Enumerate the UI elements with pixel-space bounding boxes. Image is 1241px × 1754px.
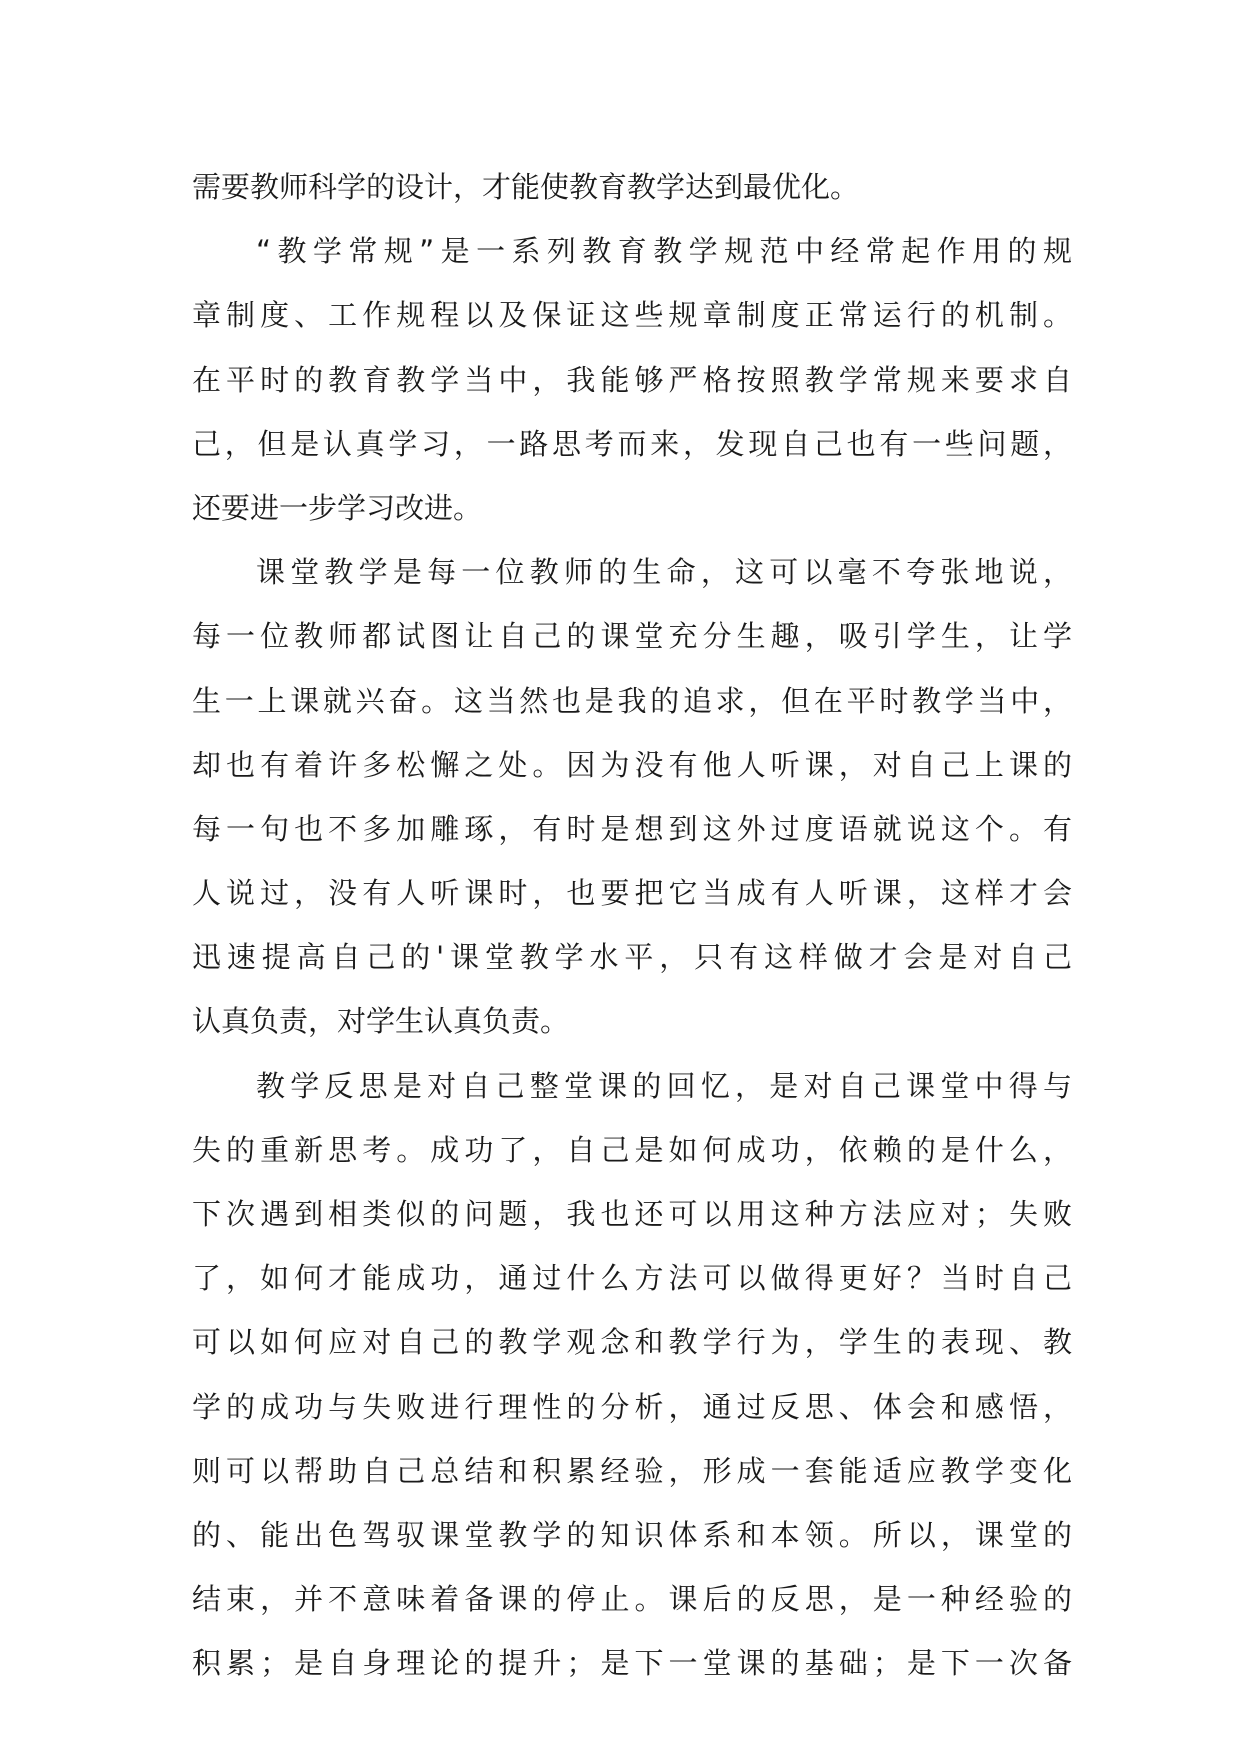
text-line: 每一位教师都试图让自己的课堂充分生趣，吸引学生，让学 — [192, 619, 1072, 654]
text-line: 则可以帮助自己总结和积累经验，形成一套能适应教学变化 — [192, 1453, 1072, 1488]
text-line: 每一句也不多加雕琢，有时是想到这外过度语就说这个。有 — [192, 811, 1072, 846]
text-line: 认真负责，对学生认真负责。 — [192, 1004, 570, 1039]
body-text — [192, 155, 1072, 1696]
text-line: 积累；是自身理论的提升；是下一堂课的基础；是下一次备 — [192, 1646, 1072, 1681]
text-line: 在平时的教育教学当中，我能够严格按照教学常规来要求自 — [192, 362, 1072, 397]
text-line: 己，但是认真学习，一路思考而来，发现自己也有一些问题， — [192, 426, 1072, 461]
paragraph-first-line: “教学常规”是一系列教育教学规范中经常起作用的规 — [256, 234, 1072, 269]
text-line: 迅速提高自己的'课堂教学水平，只有这样做才会是对自己 — [192, 940, 1072, 975]
text-line: 下次遇到相类似的问题，我也还可以用这种方法应对；失败 — [192, 1197, 1072, 1231]
text-line: 还要进一步学习改进。 — [192, 490, 483, 525]
text-line: 的、能出色驾驭课堂教学的知识体系和本领。所以，课堂的 — [192, 1517, 1072, 1552]
text-line: 可以如何应对自己的教学观念和教学行为，学生的表现、教 — [192, 1325, 1072, 1360]
paragraph-first-line: 教学反思是对自己整堂课的回忆，是对自己课堂中得与 — [256, 1068, 1072, 1103]
text-line: 了，如何才能成功，通过什么方法可以做得更好？当时自己 — [192, 1261, 1072, 1296]
text-line: 需要教师科学的设计，才能使教育教学达到最优化。 — [192, 170, 860, 204]
text-line: 人说过，没有人听课时，也要把它当成有人听课，这样才会 — [192, 876, 1072, 911]
text-line: 生一上课就兴奋。这当然也是我的追求，但在平时教学当中， — [192, 683, 1072, 718]
text-line: 失的重新思考。成功了，自己是如何成功，依赖的是什么， — [192, 1132, 1072, 1167]
text-line: 学的成功与失败进行理性的分析，通过反思、体会和感悟， — [192, 1389, 1072, 1424]
text-line: 章制度、工作规程以及保证这些规章制度正常运行的机制。 — [192, 298, 1072, 333]
text-line: 却也有着许多松懈之处。因为没有他人听课，对自己上课的 — [192, 747, 1072, 782]
text-line: 结束，并不意味着备课的停止。课后的反思，是一种经验的 — [192, 1582, 1072, 1617]
paragraph-first-line: 课堂教学是每一位教师的生命，这可以毫不夸张地说， — [256, 555, 1072, 590]
